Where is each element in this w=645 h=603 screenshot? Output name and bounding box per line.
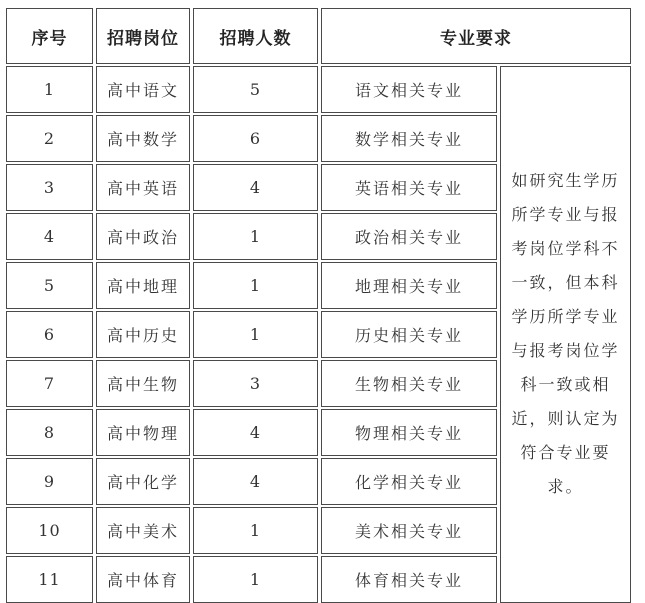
row-11-position: 高中体育 <box>96 556 190 603</box>
recruitment-table <box>6 8 627 591</box>
row-1-no: 1 <box>6 66 93 113</box>
row-4-no: 4 <box>6 213 93 260</box>
row-8-no: 8 <box>6 409 93 456</box>
row-6-position: 高中历史 <box>96 311 190 358</box>
header-position: 招聘岗位 <box>96 8 190 64</box>
row-3-no: 3 <box>6 164 93 211</box>
row-9-position: 高中化学 <box>96 458 190 505</box>
row-9-no: 9 <box>6 458 93 505</box>
major-requirement-note <box>500 66 631 603</box>
row-5-no: 5 <box>6 262 93 309</box>
row-1-major: 语文相关专业 <box>321 66 497 113</box>
row-4-position: 高中政治 <box>96 213 190 260</box>
row-7-no: 7 <box>6 360 93 407</box>
row-9-count: 4 <box>193 458 318 505</box>
row-11-major: 体育相关专业 <box>321 556 497 603</box>
row-7-count: 3 <box>193 360 318 407</box>
note-text: 如研究生学历所学专业与报考岗位学科不一致，但本科学历所学专业与报考岗位学科一致或相近，则认定为符合专业要求。 <box>511 171 620 497</box>
row-6-major: 历史相关专业 <box>321 311 497 358</box>
row-3-count: 4 <box>193 164 318 211</box>
row-5-major: 地理相关专业 <box>321 262 497 309</box>
row-2-count: 6 <box>193 115 318 162</box>
row-6-no: 6 <box>6 311 93 358</box>
row-11-count: 1 <box>193 556 318 603</box>
row-2-major: 数学相关专业 <box>321 115 497 162</box>
row-1-count: 5 <box>193 66 318 113</box>
row-4-count: 1 <box>193 213 318 260</box>
row-5-position: 高中地理 <box>96 262 190 309</box>
row-10-no: 10 <box>6 507 93 554</box>
row-3-position: 高中英语 <box>96 164 190 211</box>
row-10-major: 美术相关专业 <box>321 507 497 554</box>
row-2-position: 高中数学 <box>96 115 190 162</box>
row-11-no: 11 <box>6 556 93 603</box>
row-8-position: 高中物理 <box>96 409 190 456</box>
row-10-position: 高中美术 <box>96 507 190 554</box>
row-10-count: 1 <box>193 507 318 554</box>
row-1-position: 高中语文 <box>96 66 190 113</box>
header-major-requirement: 专业要求 <box>321 8 631 64</box>
row-8-count: 4 <box>193 409 318 456</box>
row-8-major: 物理相关专业 <box>321 409 497 456</box>
header-count: 招聘人数 <box>193 8 318 64</box>
row-3-major: 英语相关专业 <box>321 164 497 211</box>
row-6-count: 1 <box>193 311 318 358</box>
row-2-no: 2 <box>6 115 93 162</box>
header-no: 序号 <box>6 8 93 64</box>
row-7-major: 生物相关专业 <box>321 360 497 407</box>
row-4-major: 政治相关专业 <box>321 213 497 260</box>
row-7-position: 高中生物 <box>96 360 190 407</box>
row-5-count: 1 <box>193 262 318 309</box>
row-9-major: 化学相关专业 <box>321 458 497 505</box>
